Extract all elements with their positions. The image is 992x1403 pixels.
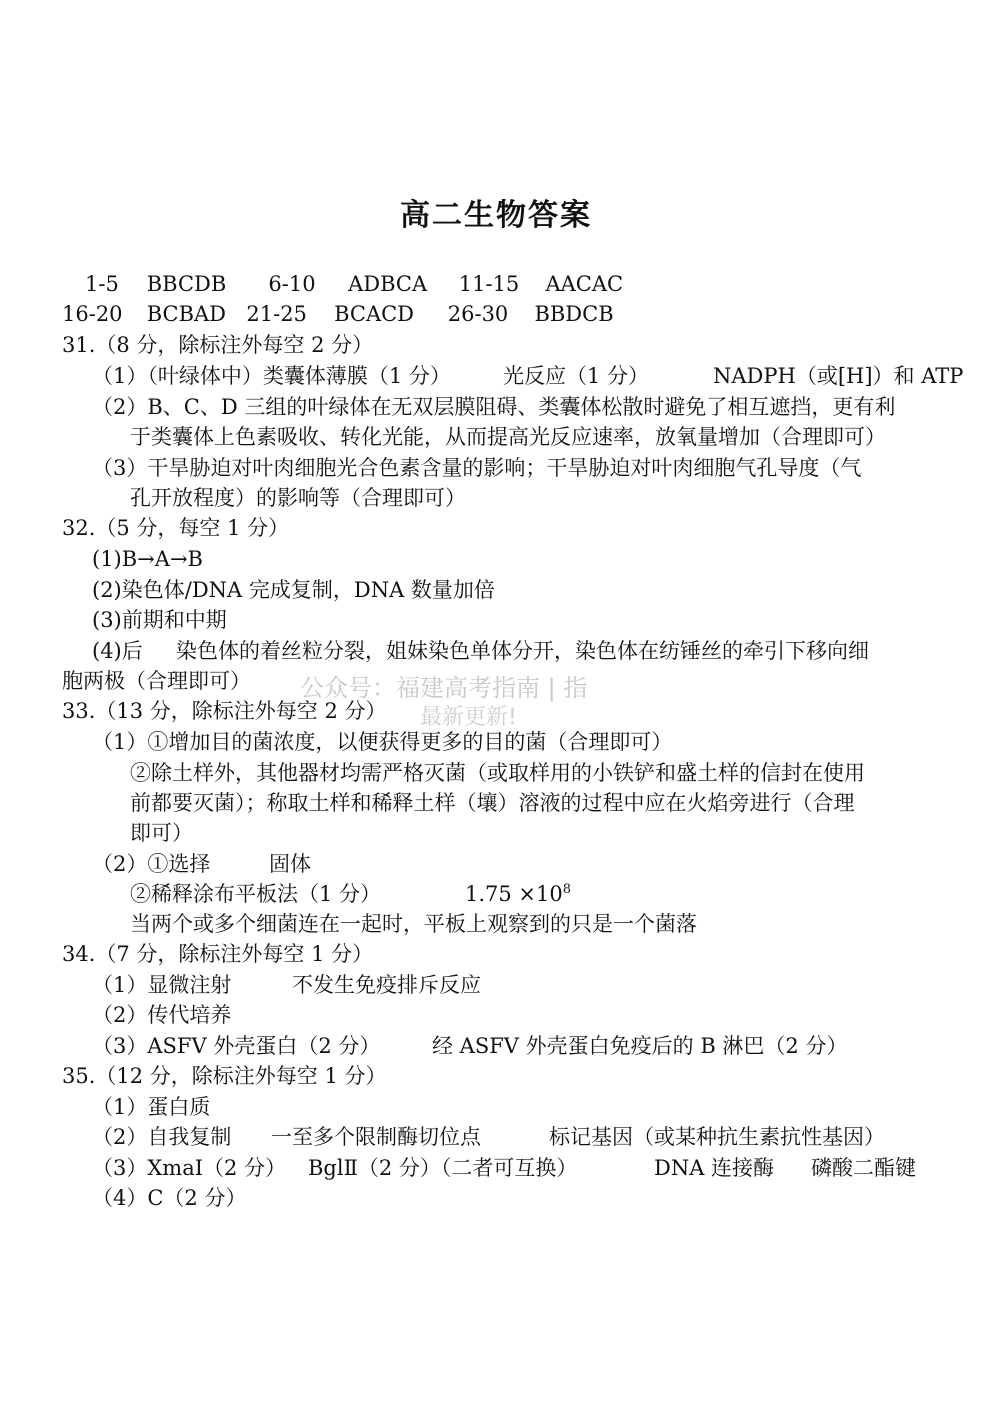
q35-part3-c: DNA 连接酶 [654,1156,775,1180]
q33-count-value: 1.75 ×10 [465,882,563,906]
mc-range: 21-25 [246,302,307,326]
q31-part1-a: （1）（叶绿体中）类囊体薄膜（1 分） [92,364,451,388]
mc-row-2 [62,300,614,328]
mc-row-1 [85,270,623,298]
mc-answer: AACAC [545,272,624,296]
q33-part2-e: 当两个或多个细菌连在一起时，平板上观察到的只是一个菌落 [130,912,697,936]
q33-part1-a: （1）①增加目的菌浓度，以便获得更多的目的菌（合理即可） [92,730,673,754]
page-title: 高二生物答案 [400,198,592,233]
mc-range: 16-20 [62,302,123,326]
q31-part2-a: （2）B、C、D 三组的叶绿体在无双层膜阻碍、类囊体松散时避免了相互遮挡，更有利 [92,395,896,419]
mc-answer: BCACD [334,302,415,326]
q31-heading: 31.（8 分，除标注外每空 2 分） [62,333,374,357]
q31-part2-b: 于类囊体上色素吸收、转化光能，从而提高光反应速率，放氧量增加（合理即可） [130,425,886,449]
watermark-text-2: 最新更新! [420,705,517,730]
q33-part2-a: （2）①选择 [92,852,211,876]
q34-part1-a: （1）显微注射 [92,973,232,997]
q31-part3-a: （3）干旱胁迫对叶肉细胞光合色素含量的影响；干旱胁迫对叶肉细胞气孔导度（气 [92,456,862,480]
mc-range: 6-10 [268,272,316,296]
q35-part3-a: （3）XmaⅠ（2 分） [92,1156,287,1180]
q35-heading: 35.（12 分，除标注外每空 1 分） [62,1064,387,1088]
q33-part1-c: 前都要灭菌）；称取土样和稀释土样（壤）溶液的过程中应在火焰旁进行（合理 [130,791,855,815]
q33-part2-d [465,880,571,908]
q32-heading: 32.（5 分，每空 1 分） [62,516,290,540]
q32-part1: (1)B→A→B [92,547,203,571]
mc-answer: ADBCA [348,272,428,296]
q34-part3-a: （3）ASFV 外壳蛋白（2 分） [92,1034,381,1058]
q33-part1-b: ②除土样外，其他器材均需严格灭菌（或取样用的小铁铲和盛土样的信封在使用 [130,761,865,785]
mc-answer: BBCDB [146,272,227,296]
q33-part2-c: ②稀释涂布平板法（1 分） [130,882,382,906]
q35-part4: （4）C（2 分） [92,1186,247,1210]
q31-part1-b: 光反应（1 分） [503,364,650,388]
q34-part3-b: 经 ASFV 外壳蛋白免疫后的 B 淋巴（2 分） [432,1034,848,1058]
q35-part2-a: （2）自我复制 [92,1125,232,1149]
q32-part3: (3)前期和中期 [92,608,227,632]
mc-answer: BBDCB [534,302,614,326]
q33-heading: 33.（13 分，除标注外每空 2 分） [62,699,387,723]
q35-part2-c: 标记基因（或某种抗生素抗性基因） [549,1125,885,1149]
q32-part4-a: (4)后 [92,639,143,663]
mc-range: 1-5 [85,272,119,296]
q32-part2: (2)染色体/DNA 完成复制，DNA 数量加倍 [92,578,495,602]
q35-part1: （1）蛋白质 [92,1095,211,1119]
q31-part1-c: NADPH（或[H]）和 ATP [713,364,964,388]
watermark-text: 公众号：福建高考指南 | 指 [300,674,588,702]
q32-part4-b: 染色体的着丝粒分裂，姐妹染色单体分开，染色体在纺锤丝的牵引下移向细 [176,639,869,663]
q32-part4-c: 胞两极（合理即可） [62,669,251,693]
q35-part2-b: 一至多个限制酶切位点 [271,1125,481,1149]
q35-part3-d: 磷酸二酯键 [811,1156,916,1180]
q34-part2: （2）传代培养 [92,1003,232,1027]
mc-range: 26-30 [447,302,509,326]
mc-answer: BCBAD [146,302,227,326]
q31-part3-b: 孔开放程度）的影响等（合理即可） [130,486,466,510]
q33-part1-d: 即可） [130,821,193,845]
q34-heading: 34.（7 分，除标注外每空 1 分） [62,942,374,966]
q35-part3-b: BglⅡ（2 分）（二者可互换） [308,1156,578,1180]
mc-range: 11-15 [458,272,520,296]
q34-part1-b: 不发生免疫排斥反应 [292,973,481,997]
q33-part2-b: 固体 [269,852,311,876]
q33-count-exponent: 8 [562,882,572,897]
